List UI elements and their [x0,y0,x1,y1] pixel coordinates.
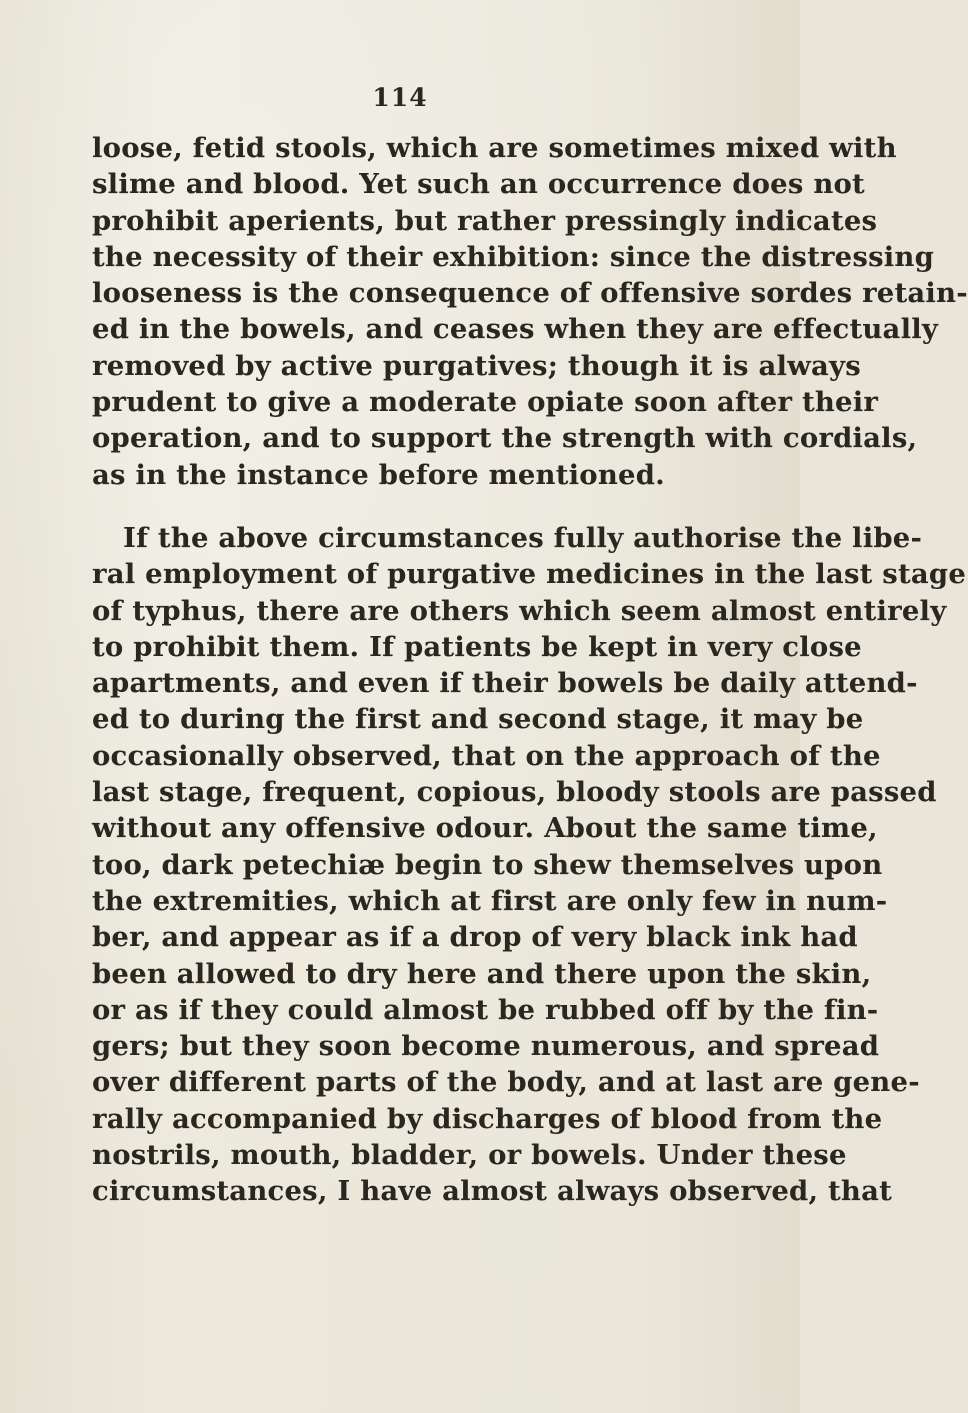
text-line: If the above circumstances fully authorise the libe- [123,521,923,554]
text-line: prudent to give a moderate opiate soon after their [92,386,879,419]
paragraph-2 [92,520,967,1210]
text-line: ber, and appear as if a drop of very black ink had [92,921,858,954]
text-line: as in the instance before mentioned. [92,458,665,491]
text-line: nostrils, mouth, bladder, or bowels. Under these [92,1139,847,1172]
text-line: of typhus, there are others which seem almost entirely [92,594,947,627]
text-line: rally accompanied by discharges of blood from the [92,1102,883,1135]
text-line: without any offensive odour. About the same time, [92,812,878,845]
text-line: gers; but they soon become numerous, and spread [92,1030,880,1063]
text-line: slime and blood. Yet such an occurrence does not [92,168,865,201]
text-line: been allowed to dry here and there upon the skin, [92,957,872,990]
page-number: 114 [372,83,428,112]
text-line: last stage, frequent, copious, bloody stools are passed [92,776,937,809]
text-line: loose, fetid stools, which are sometimes mixed with [92,132,897,164]
paragraph-gap [92,493,772,520]
text-line: ed in the bowels, and ceases when they are effectually [92,313,939,346]
text-line: to prohibit them. If patients be kept in very close [92,630,862,663]
text-line: prohibit aperients, but rather pressingly indicates [92,204,878,237]
text-line: the extremities, which at first are only few in num- [92,884,888,917]
text-line: occasionally observed, that on the approach of the [92,739,881,772]
text-line: the necessity of their exhibition: since the distressing [92,240,935,273]
text-line: operation, and to support the strength with cordials, [92,422,918,455]
text-line: too, dark petechiæ begin to shew themselves upon [92,848,883,881]
text-line: looseness is the consequence of offensive sordes retain- [92,277,968,310]
paragraph-1 [92,130,968,493]
text-line: over different parts of the body, and at last are gene- [92,1066,920,1099]
body-text [92,130,968,1210]
text-line: circumstances, I have almost always observed, that [92,1175,893,1208]
text-line: apartments, and even if their bowels be daily attend- [92,667,918,700]
text-line: removed by active purgatives; though it is always [92,349,861,382]
text-line: or as if they could almost be rubbed off by the fin- [92,993,879,1026]
text-line: ral employment of purgative medicines in the last stage [92,558,967,591]
text-line: ed to during the first and second stage, it may be [92,703,864,736]
